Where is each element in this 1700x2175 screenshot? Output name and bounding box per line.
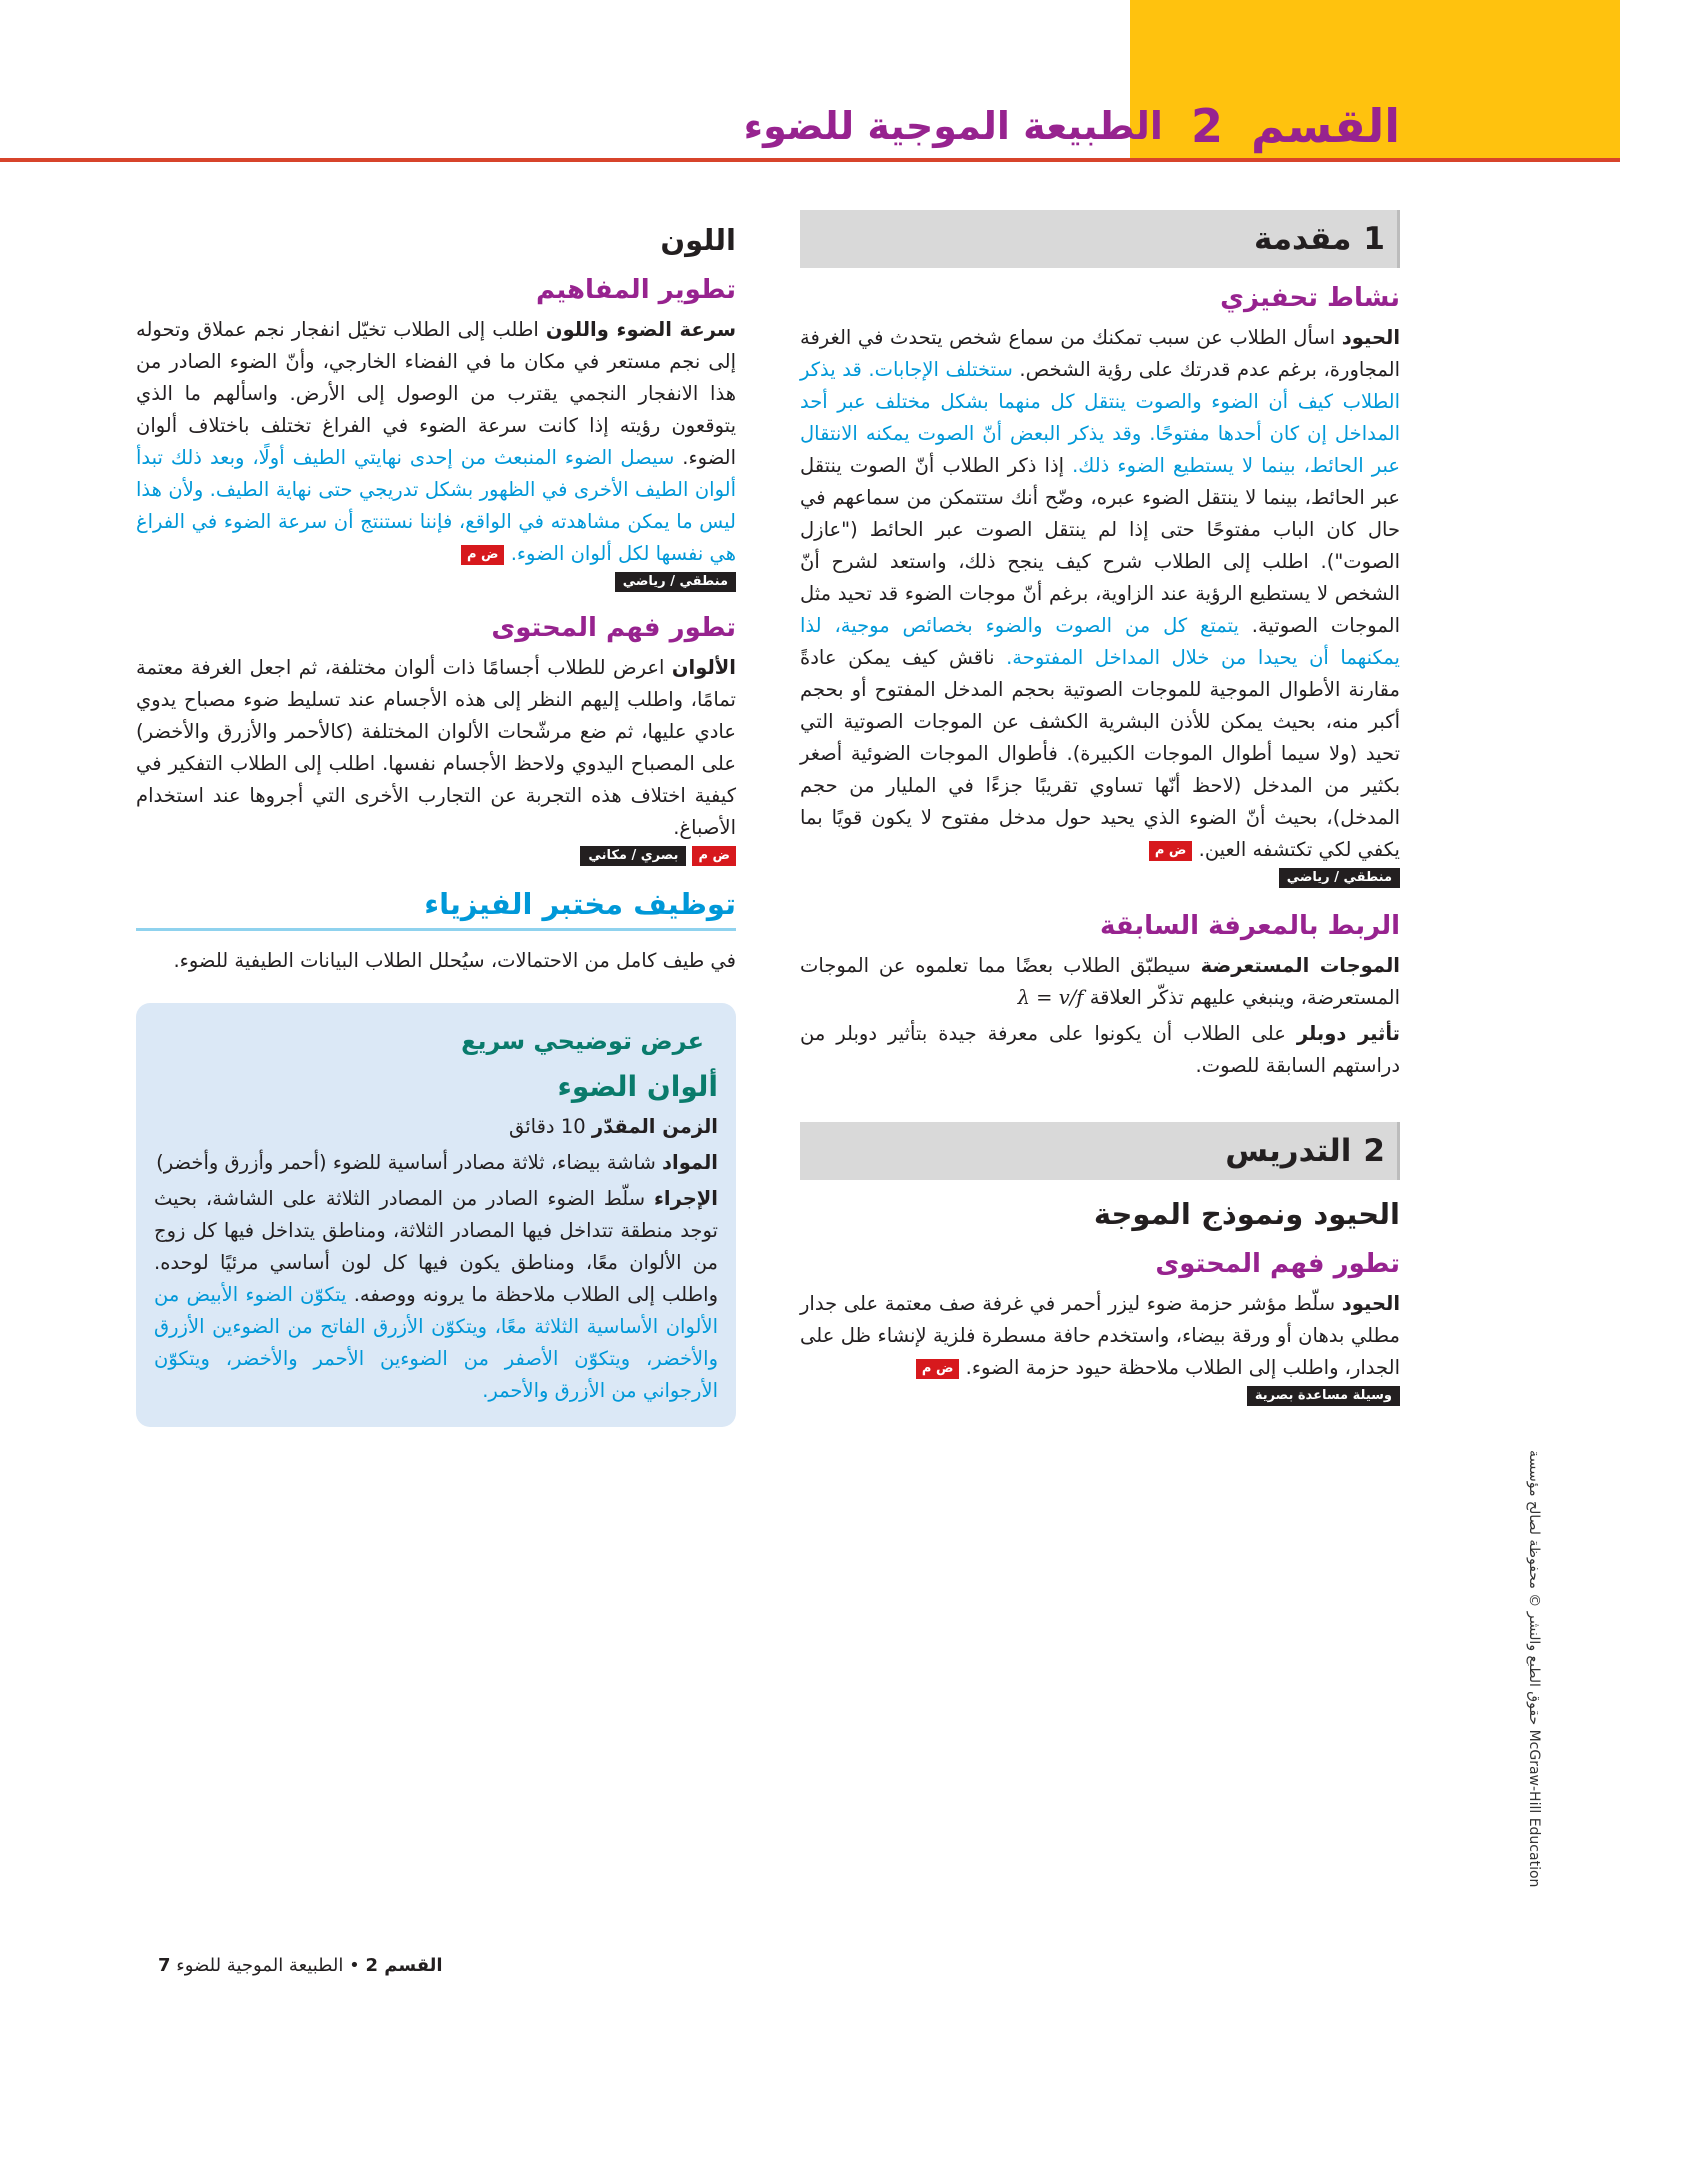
- header-divider: [0, 158, 1620, 162]
- right-column: [800, 210, 1400, 1406]
- color-heading: اللون: [660, 223, 736, 257]
- intro-title: مقدمة: [1254, 221, 1352, 257]
- concepts-heading: تطوير المفاهيم: [536, 275, 736, 305]
- intro-heading: [800, 210, 1400, 268]
- lab-text: في طيف كامل من الاحتمالات، سيُحلل الطلاب البيانات الطيفية للضوء.: [173, 949, 736, 972]
- footer-separator: •: [349, 1955, 360, 1976]
- lab-heading: توظيف مختبر الفيزياء: [136, 884, 736, 931]
- page-footer: [136, 1955, 443, 1976]
- learning-style-tag: منطقي / رياضي: [615, 572, 736, 592]
- prior-knowledge-text-2: تأثير دوبلر على الطلاب أن يكونوا على معرفة جيدة بتأثير دوبلر من دراستهم السابقة للصوت.: [800, 1022, 1401, 1077]
- differentiation-tag: ض م: [1149, 841, 1193, 861]
- learning-style-tag: بصري / مكاني: [580, 846, 686, 866]
- diffraction-heading: الحيود ونموذج الموجة: [1093, 1197, 1400, 1231]
- footer-chapter: الطبيعة الموجية للضوء: [176, 1955, 344, 1976]
- teach-heading: [800, 1122, 1400, 1180]
- content-tags: [136, 846, 736, 866]
- left-column: [136, 210, 736, 1427]
- section-number: 2: [1190, 99, 1223, 153]
- section-label: القسم: [1250, 99, 1400, 153]
- footer-section: القسم 2: [365, 1955, 443, 1976]
- wave-formula: λ = v/f: [1017, 986, 1084, 1009]
- demo-title: ألوان الضوء: [557, 1070, 718, 1103]
- concepts-text: سرعة الضوء واللون اطلب إلى الطلاب تخيّل انفجار نجم عملاق وتحوله إلى نجم مستعر في مكان ما في الفضاء الخارجي، وأنّ الضوء الصادر من هذا الانفجار النجمي يقترب من الوصول إلى الأرض. واسألهم ما الذي يتوقعون رؤيته إذا كانت سرعة الضوء في الفراغ تختلف باختلاف ألوان الضوء. سيصل الضوء المنبعث من إحدى نهايتي الطيف أولًا، وبعد ذلك تبدأ ألوان الطيف الأخرى في الظهور بشكل تدريجي حتى نهاية الطيف. ولأن هذا ليس ما يمكن مشاهدته في الواقع، فإننا نستنتج أن سرعة الضوء في الفراغ هي نفسها لكل ألوان الضوء. ض م: [136, 318, 736, 565]
- prior-knowledge-heading: الربط بالمعرفة السابقة: [1099, 911, 1400, 941]
- demo-materials: المواد شاشة بيضاء، ثلاثة مصادر أساسية للضوء (أحمر وأزرق وأخضر): [156, 1151, 718, 1174]
- learning-style-tag: منطقي / رياضي: [1279, 868, 1400, 888]
- motivation-tags: [800, 868, 1400, 888]
- demo-kicker: عرض توضيحي سريع: [461, 1027, 704, 1055]
- teach-title: التدريس: [1225, 1133, 1352, 1169]
- intro-number: 1: [1363, 221, 1385, 257]
- differentiation-tag: ض م: [692, 846, 736, 866]
- page-number: 7: [158, 1955, 171, 1976]
- concepts-tags: [136, 572, 736, 592]
- quick-demo-box: [136, 1003, 736, 1427]
- demo-time: الزمن المقدّر 10 دقائق: [508, 1115, 718, 1138]
- motivation-heading: نشاط تحفيزي: [1220, 283, 1400, 313]
- chapter-title: الطبيعة الموجية للضوء: [743, 104, 1163, 148]
- content-heading: تطور فهم المحتوى: [491, 613, 736, 643]
- motivation-text: الحيود اسأل الطلاب عن سبب تمكنك من سماع شخص يتحدث في الغرفة المجاورة، برغم عدم قدرتك على رؤية الشخص. ستختلف الإجابات. قد يذكر الطلاب كيف أن الضوء والصوت ينتقل كل منهما بشكل مختلف عبر أحد المداخل إن كان أحدها مفتوحًا. وقد يذكر البعض أنّ الصوت يمكنه الانتقال عبر الحائط، بينما لا يستطيع الضوء ذلك. إذا ذكر الطلاب أنّ الصوت ينتقل عبر الحائط، بينما لا ينتقل الضوء عبره، وضّح أنك ستتمكن من سماعهم في حال كان الباب مفتوحًا حتى إذا لم ينتقل الصوت عبر الحائط ("عازل الصوت"). اطلب إلى الطلاب شرح كيف ينجح ذلك، واستعد لشرح أنّ الشخص لا يستطيع الرؤية عند الزاوية، برغم أنّ موجات الضوء قد تحيد مثل الموجات الصوتية. يتمتع كل من الصوت والضوء بخصائص موجية، لذا يمكنهما أن يحيدا من خلال المداخل المفتوحة. ناقش كيف يمكن عادةً مقارنة الأطوال الموجية للموجات الصوتية بحجم المدخل المفتوح أو بحجم أكبر منه، بحيث يمكن للأذن البشرية الكشف عن الموجات الصوتية التي تحيد (ولا سيما أطوال الموجات الكبيرة). فأطوال الموجات الضوئية أصغر بكثير من المدخل (لاحظ أنّها تساوي تقريبًا جزءًا في المليار من حجم المدخل)، بحيث أنّ الضوء الذي يحيد حول مدخل مفتوح لا يكون قويًا بما يكفي لكي تكتشفه العين. ض م: [800, 326, 1401, 861]
- copyright-note: حقوق الطبع والنشر © محفوظة لصالح مؤسسة McGraw-Hill Education: [1526, 1450, 1542, 1888]
- content-text: الألوان اعرض للطلاب أجسامًا ذات ألوان مختلفة، ثم اجعل الغرفة معتمة تمامًا، واطلب إليهم النظر إلى هذه الأجسام عند تسليط ضوء مصباح يدوي عادي عليها، ثم ضع مرشّحات الألوان المختلفة (كالأحمر والأزرق والأخضر) على المصباح اليدوي ولاحظ الأجسام نفسها. اطلب إلى الطلاب التفكير في كيفية اختلاف هذه التجربة عن التجارب الأخرى التي أجروها عند استخدام الأصباغ.: [136, 656, 736, 839]
- diffraction-tags: [800, 1386, 1400, 1406]
- diffraction-subheading: تطور فهم المحتوى: [1155, 1249, 1400, 1279]
- diffraction-text: الحيود سلّط مؤشر حزمة ضوء ليزر أحمر في غرفة صف معتمة على جدار مطلي بدهان أو ورقة بيضاء، واستخدم حافة مسطرة فلزية لإنشاء ظل على الجدار، واطلب إلى الطلاب ملاحظة حيود حزمة الضوء. ض م: [800, 1292, 1401, 1379]
- demo-procedure: الإجراء سلّط الضوء الصادر من المصادر الثلاثة على الشاشة، بحيث توجد منطقة تتداخل فيها المصادر الثلاثة، ومناطق يتداخل فيها كل زوج من الألوان معًا، ومناطق يكون فيها كل لون أساسي مرئيًا لوحده. واطلب إلى الطلاب ملاحظة ما يرونه ووصفه. يتكوّن الضوء الأبيض من الألوان الأساسية الثلاثة معًا، ويتكوّن الأزرق الفاتح من الضوءين الأزرق والأخضر، ويتكوّن الأصفر من الضوءين الأحمر والأخضر، ويتكوّن الأرجواني من الأزرق والأحمر.: [154, 1187, 718, 1402]
- learning-style-tag: وسيلة مساعدة بصرية: [1247, 1386, 1400, 1406]
- page-header: [744, 96, 1400, 156]
- prior-knowledge-text-1: الموجات المستعرضة سيطبّق الطلاب بعضًا مما تعلموه عن الموجات المستعرضة، وينبغي عليهم تذكّر العلاقة λ = v/f: [800, 954, 1400, 1009]
- differentiation-tag: ض م: [916, 1359, 960, 1379]
- teach-number: 2: [1363, 1133, 1385, 1169]
- differentiation-tag: ض م: [461, 545, 505, 565]
